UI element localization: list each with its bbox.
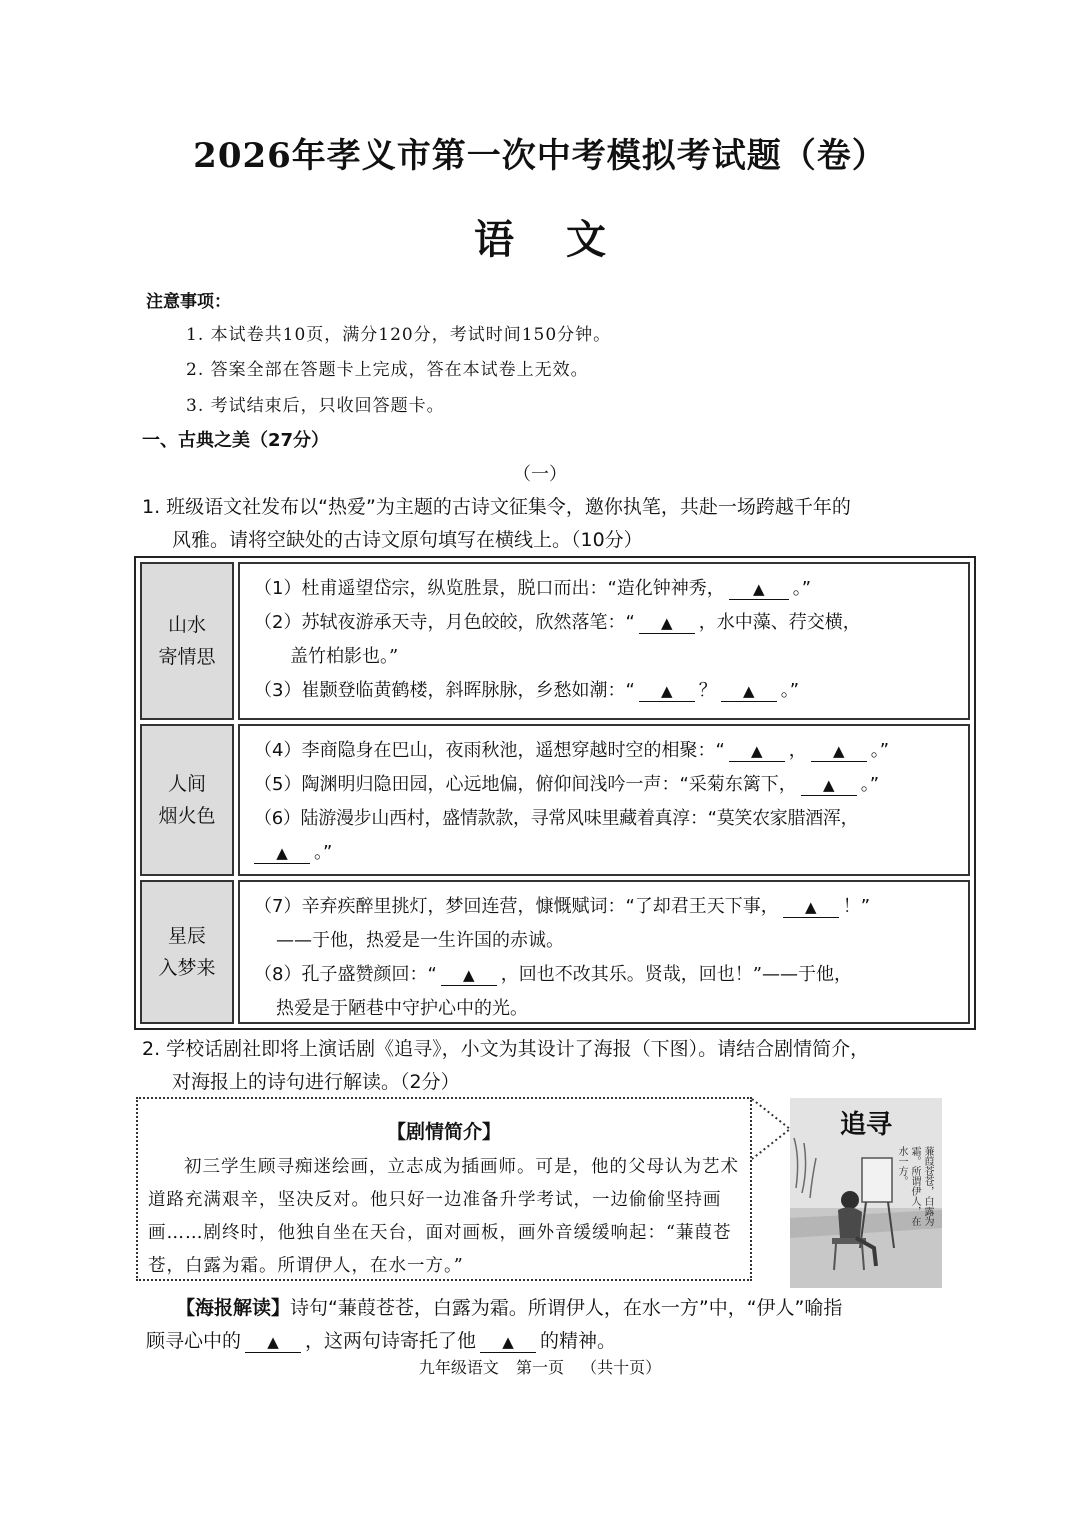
answer-blank[interactable]: ▲ <box>783 897 839 918</box>
poster-title: 追寻 <box>839 1110 892 1140</box>
item-8-cont: 热爱是于陋巷中守护心中的光。 <box>276 998 528 1019</box>
item-2-cont: 盖竹柏影也。” <box>290 646 399 667</box>
notice-item: 2. 答案全部在答题卡上完成，答在本试卷上无效。 <box>186 360 589 380</box>
answer-blank[interactable]: ▲ <box>480 1332 536 1353</box>
story-text: 初三学生顾寻痴迷绘画，立志成为插画师。可是，他的父母认为艺术道路充满艰辛，坚决反对。他只好一边准备升学考试，一边偷偷坚持画画……剧终时，他独自坐在天台，面对画板，画外音缓缓响起：“蒹葭苍苍，白露为霜。所谓伊人，在水一方。” <box>148 1157 739 1276</box>
footer-page: 第一页 <box>515 1358 564 1377</box>
answer-blank[interactable]: ▲ <box>639 613 695 634</box>
item-7: （7）辛弃疾醉里挑灯，梦回连营，慷慨赋词：“了却君王天下事， ▲ ！” <box>254 896 871 917</box>
category-cell: 人间 烟火色 <box>140 724 234 876</box>
table-row <box>140 562 970 720</box>
q1-line1: 1. 班级语文社发布以“热爱”为主题的古诗文征集令，邀你执笔，共赴一场跨越千年的 <box>142 496 851 518</box>
category-cell: 山水 寄情思 <box>140 562 234 720</box>
drama-poster <box>790 1098 942 1288</box>
footer-grade: 九年级语文 <box>418 1358 499 1377</box>
poster-verse: 蒹葭苍苍，白露为霜。所谓伊人，在水一方。 <box>896 1146 933 1226</box>
q2-line2: 对海报上的诗句进行解读。（2分） <box>172 1071 460 1093</box>
notice-heading: 注意事项： <box>146 292 231 312</box>
poster-interpretation: 【海报解读】诗句“蒹葭苍苍，白露为霜。所谓伊人，在水一方”中，“伊人”喻指 顾寻心中的 ▲ ，这两句诗寄托了他 ▲ 的精神。 <box>146 1297 843 1352</box>
footer-total: （共十页） <box>581 1358 662 1377</box>
content-cell <box>238 562 970 720</box>
interp-text: 诗句“蒹葭苍苍，白露为霜。所谓伊人，在水一方”中，“伊人”喻指 <box>290 1297 843 1319</box>
answer-blank[interactable]: ▲ <box>245 1332 301 1353</box>
part-heading: （一） <box>513 464 567 485</box>
category-cell: 星辰 入梦来 <box>140 880 234 1024</box>
item-7-cont: ——于他，热爱是一生许国的赤诚。 <box>276 930 564 951</box>
item-6: （6）陆游漫步山西村，盛情款款，寻常风味里藏着真淳：“莫笑农家腊酒浑， <box>254 808 859 829</box>
item-3: （3）崔颢登临黄鹤楼，斜晖脉脉，乡愁如潮：“ ▲ ？ ▲ 。” <box>254 680 800 701</box>
item-5: （5）陶渊明归隐田园，心远地偏，俯仰间浅吟一声：“采菊东篱下， ▲ 。” <box>254 774 880 795</box>
item-2: （2）苏轼夜游承天寺，月色皎皎，欣然落笔：“ ▲ ，水中藻、荇交横， <box>254 612 861 633</box>
item-8: （8）孔子盛赞颜回：“ ▲ ，回也不改其乐。贤哉，回也！”——于他， <box>254 964 852 985</box>
question-1-prompt <box>142 491 942 557</box>
section-heading: 一、古典之美（27分） <box>142 430 330 451</box>
story-heading: 【剧情简介】 <box>386 1121 501 1143</box>
answer-blank[interactable]: ▲ <box>441 965 497 986</box>
subject-title: 语文 <box>474 216 658 263</box>
answer-blank[interactable]: ▲ <box>639 681 695 702</box>
item-4: （4）李商隐身在巴山，夜雨秋池，遥想穿越时空的相聚：“ ▲ ， ▲ 。” <box>254 740 890 761</box>
content-cell <box>238 724 970 876</box>
story-synopsis-box <box>136 1097 752 1281</box>
table-row <box>140 724 970 876</box>
exam-title: 2026年孝义市第一次中考模拟考试题（卷） <box>193 136 887 176</box>
speech-bubble-tail <box>748 1097 794 1177</box>
answer-blank[interactable]: ▲ <box>811 741 867 762</box>
answer-blank[interactable]: ▲ <box>721 681 777 702</box>
q1-line2: 风雅。请将空缺处的古诗文原句填写在横线上。（10分） <box>172 529 643 551</box>
notice-item: 3. 考试结束后，只收回答题卡。 <box>186 396 445 416</box>
answer-blank[interactable]: ▲ <box>801 775 857 796</box>
item-1: （1）杜甫遥望岱宗，纵览胜景，脱口而出：“造化钟神秀， ▲ 。” <box>254 578 812 599</box>
table-row <box>140 880 970 1024</box>
poetry-table <box>134 556 976 1030</box>
item-6-cont: ▲ 。” <box>254 836 958 870</box>
q2-line1: 2. 学校话剧社即将上演话剧《追寻》，小文为其设计了海报（下图）。请结合剧情简介， <box>142 1038 870 1060</box>
interp-label: 【海报解读】 <box>176 1297 291 1319</box>
notice-item: 1. 本试卷共10页，满分120分，考试时间150分钟。 <box>186 325 612 345</box>
page-footer <box>0 1355 1080 1378</box>
answer-blank[interactable]: ▲ <box>729 741 785 762</box>
question-2-prompt <box>142 1033 942 1099</box>
answer-blank[interactable]: ▲ <box>729 579 789 600</box>
content-cell <box>238 880 970 1024</box>
answer-blank[interactable]: ▲ <box>254 843 310 864</box>
